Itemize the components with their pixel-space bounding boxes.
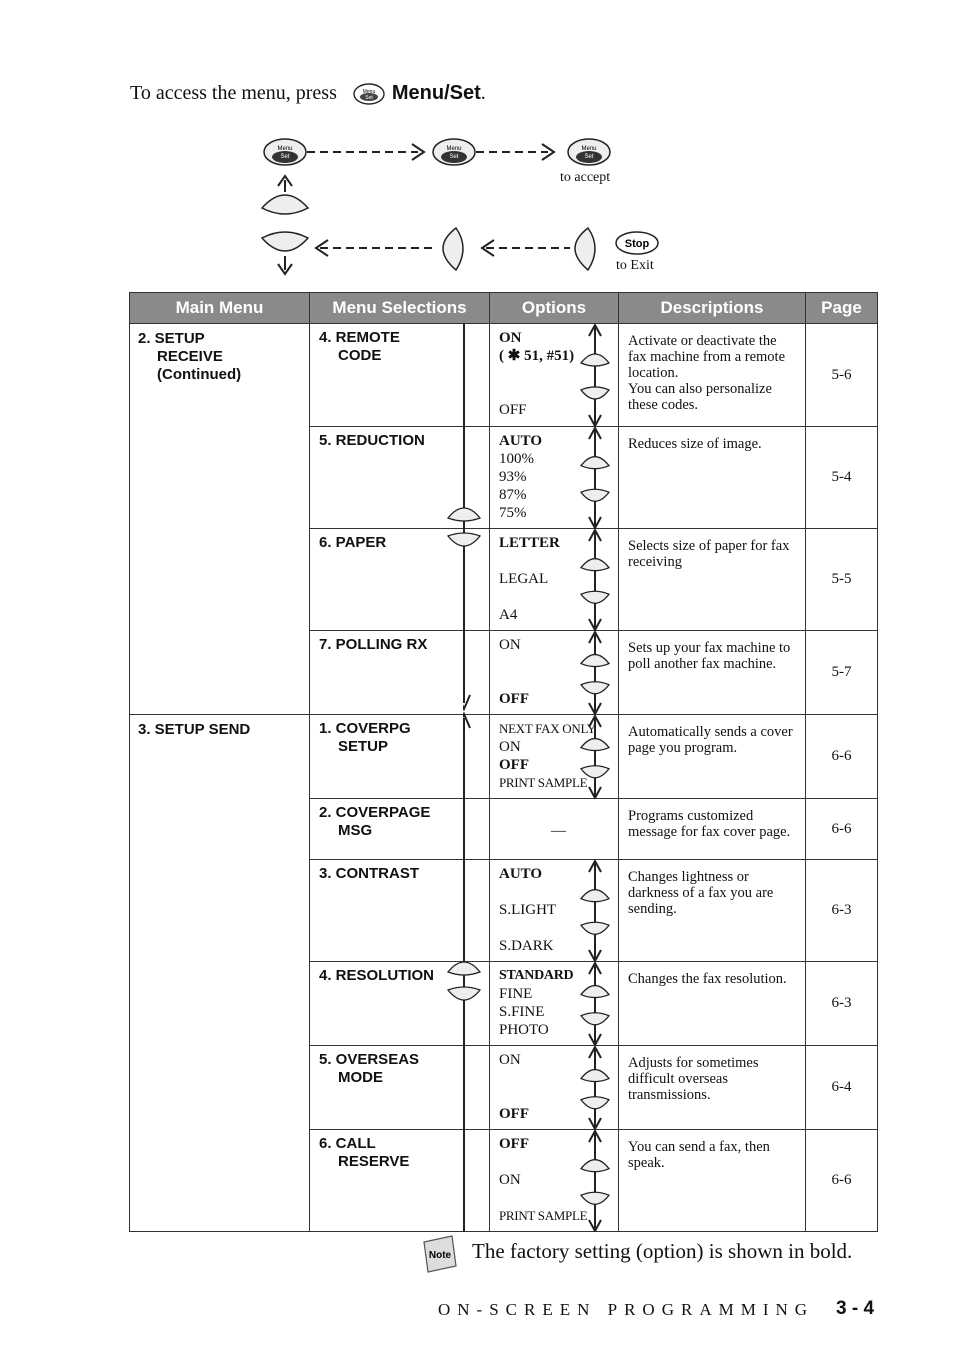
description-contrast: Changes lightness or darkness of a fax you are sending. <box>619 860 806 962</box>
description-call-reserve: You can send a fax, then speak. <box>619 1130 806 1232</box>
options-reduction: AUTO 100% 93% 87% 75% <box>490 427 619 529</box>
selection-coverpage-msg: 2. COVERPAGE MSG <box>310 799 490 860</box>
options-overseas-mode: ON OFF <box>490 1046 619 1130</box>
selection-resolution: 4. RESOLUTION <box>310 962 490 1046</box>
selection-call-reserve: 6. CALL RESERVE <box>310 1130 490 1232</box>
menu-button-2-icon <box>433 139 475 165</box>
scroll-keys-icon <box>580 962 610 1046</box>
intro-text: To access the menu, press <box>130 82 337 104</box>
up-key-icon <box>262 195 308 214</box>
svg-text:Set: Set <box>365 95 373 102</box>
table-header-row <box>130 293 878 324</box>
options-polling-rx: ON OFF <box>490 631 619 715</box>
selection-polling-rx: 7. POLLING RX <box>310 631 490 715</box>
page-remote-code: 5-6 <box>806 324 878 427</box>
options-contrast: AUTO S.LIGHT S.DARK <box>490 860 619 962</box>
svg-text:Stop: Stop <box>624 238 650 250</box>
svg-text:Set: Set <box>584 154 594 160</box>
scroll-keys-icon <box>580 631 610 715</box>
menu-set-button-icon <box>352 82 386 106</box>
left-key-icon <box>443 228 463 270</box>
description-polling-rx: Sets up your fax machine to poll another fax machine. <box>619 631 806 715</box>
selection-coverpg-setup: 1. COVERPG SETUP <box>310 715 490 799</box>
main-menu-setup-send: 3. SETUP SEND <box>130 715 310 1232</box>
menu-button-1-icon <box>264 139 306 165</box>
page-number: 3 - 4 <box>836 1298 875 1319</box>
page-overseas-mode: 6-4 <box>806 1046 878 1130</box>
svg-text:Menu: Menu <box>277 146 293 152</box>
selection-overseas-mode: 5. OVERSEAS MODE <box>310 1046 490 1130</box>
menu-set-key-label: Menu/Set <box>391 82 481 104</box>
header-options: Options <box>490 293 619 324</box>
scroll-keys-icon <box>580 1130 610 1232</box>
selection-remote-code: 4. REMOTE CODE <box>310 324 490 427</box>
footer-section: ON-SCREEN PROGRAMMING <box>438 1300 815 1319</box>
description-reduction: Reduces size of image. <box>619 427 806 529</box>
scroll-keys-icon <box>580 529 610 631</box>
options-coverpage-msg: — <box>490 799 619 860</box>
svg-text:Set: Set <box>449 154 459 160</box>
description-remote-code: Activate or deactivate the fax machine from a remote location. You can also personalize these codes. <box>619 324 806 427</box>
scroll-keys-icon <box>580 715 610 799</box>
svg-text:Menu: Menu <box>362 89 376 96</box>
svg-text:Note: Note <box>428 1250 452 1261</box>
options-resolution: STANDARD FINE S.FINE PHOTO <box>490 962 619 1046</box>
selection-paper: 6. PAPER <box>310 529 490 631</box>
page-coverpage-msg: 6-6 <box>806 799 878 860</box>
svg-text:Menu: Menu <box>446 146 462 152</box>
header-page: Page <box>806 293 878 324</box>
page-resolution: 6-3 <box>806 962 878 1046</box>
description-resolution: Changes the fax resolution. <box>619 962 806 1046</box>
description-paper: Selects size of paper for fax receiving <box>619 529 806 631</box>
note-text: The factory setting (option) is shown in bold. <box>472 1239 853 1263</box>
to-exit-label: to Exit <box>616 258 654 273</box>
to-accept-label: to accept <box>560 170 611 185</box>
description-coverpage-msg: Programs customized message for fax cover page. <box>619 799 806 860</box>
page-reduction: 5-4 <box>806 427 878 529</box>
page-coverpg-setup: 6-6 <box>806 715 878 799</box>
page-call-reserve: 6-6 <box>806 1130 878 1232</box>
group1-keys-icon <box>446 500 482 552</box>
intro-line: To access the menu, press Menu Set Menu/Set. <box>130 82 486 106</box>
header-main-menu: Main Menu <box>130 293 310 324</box>
svg-text:Set: Set <box>280 154 290 160</box>
down-key-icon <box>262 232 308 251</box>
description-overseas-mode: Adjusts for sometimes difficult overseas transmissions. <box>619 1046 806 1130</box>
menu-button-3-icon <box>568 139 610 165</box>
selection-contrast: 3. CONTRAST <box>310 860 490 962</box>
menu-table <box>129 292 878 1232</box>
table-row <box>130 324 878 427</box>
page-paper: 5-5 <box>806 529 878 631</box>
scroll-keys-icon <box>580 324 610 427</box>
table-row <box>130 715 878 799</box>
description-coverpg-setup: Automatically sends a cover page you program. <box>619 715 806 799</box>
left-key-2-icon <box>575 228 595 270</box>
scroll-keys-icon <box>580 860 610 962</box>
header-menu-selections: Menu Selections <box>310 293 490 324</box>
page-polling-rx: 5-7 <box>806 631 878 715</box>
options-coverpg-setup: NEXT FAX ONLY ON OFF PRINT SAMPLE <box>490 715 619 799</box>
stop-button-icon <box>616 232 658 254</box>
selection-reduction: 5. REDUCTION <box>310 427 490 529</box>
options-paper: LETTER LEGAL A4 <box>490 529 619 631</box>
page-contrast: 6-3 <box>806 860 878 962</box>
options-remote-code: ON ( ✱ 51, #51) OFF <box>490 324 619 427</box>
header-descriptions: Descriptions <box>619 293 806 324</box>
group2-keys-icon <box>446 954 482 1006</box>
scroll-keys-icon <box>580 427 610 529</box>
navigation-flow-diagram <box>250 130 670 280</box>
scroll-keys-icon <box>580 1046 610 1130</box>
main-menu-setup-receive: 2. SETUP RECEIVE (Continued) <box>130 324 310 715</box>
note-icon <box>420 1232 460 1276</box>
svg-text:Menu: Menu <box>581 146 597 152</box>
options-call-reserve: OFF ON PRINT SAMPLE <box>490 1130 619 1232</box>
